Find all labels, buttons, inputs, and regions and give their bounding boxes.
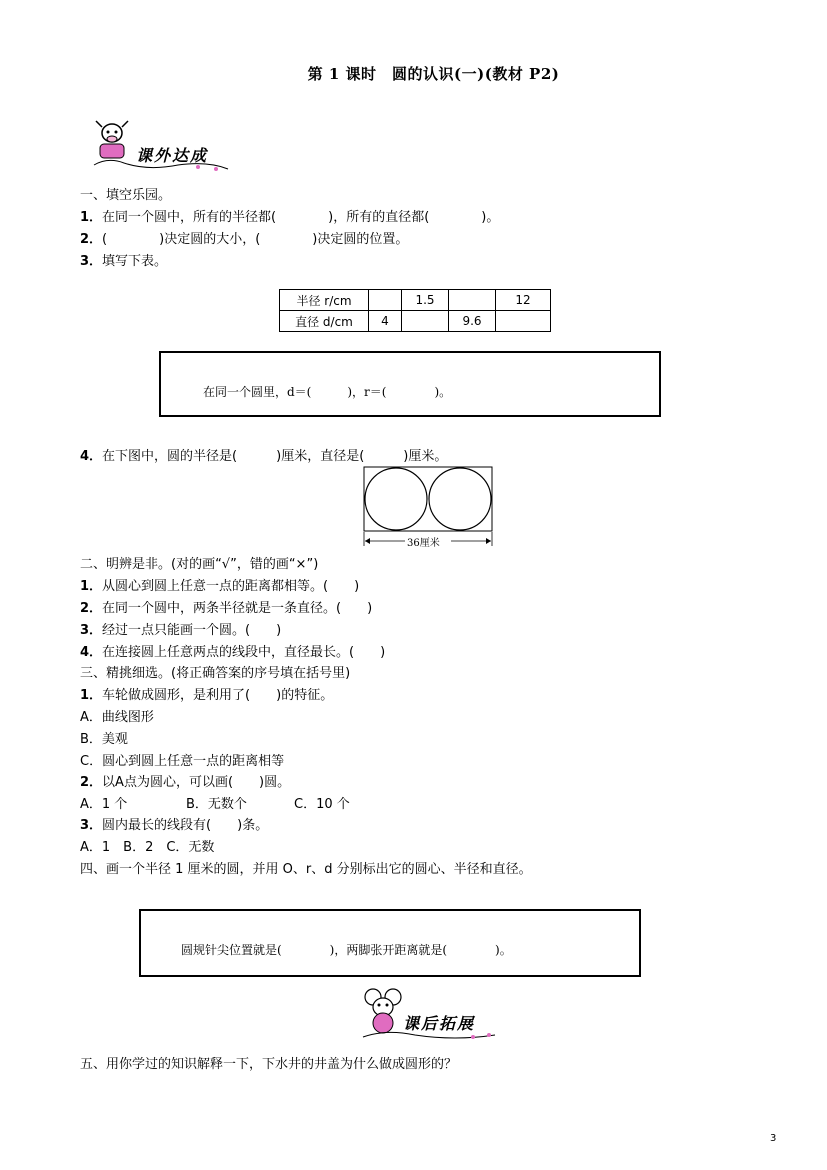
option: A．曲线图形	[80, 710, 154, 725]
question-1-1	[80, 206, 499, 225]
section-3-question-3	[80, 814, 268, 833]
question-number: 3．	[80, 818, 103, 833]
question-text: 圆内最长的线段有( )条。	[102, 818, 269, 833]
question-text: 在同一个圆中，所有的半径都( )，所有的直径都( )。	[102, 210, 500, 225]
hint-box-2	[139, 909, 641, 977]
question-text: 在连接圆上任意两点的线段中，直径最长。( )	[102, 645, 386, 660]
question-number: 2．	[80, 232, 103, 247]
question-number: 2．	[80, 601, 103, 616]
table-row-label: 半径 r/cm	[280, 290, 369, 311]
figure-dimension-label: 36厘米	[407, 538, 440, 549]
table-row	[280, 311, 551, 332]
table-row-label: 直径 d/cm	[280, 311, 369, 332]
section-2-item	[80, 575, 359, 594]
option: B．美观	[80, 732, 128, 747]
section-3-heading: 三、精挑细选。(将正确答案的序号填在括号里)	[80, 666, 351, 681]
section-3-question-1	[80, 684, 333, 703]
question-text: 填写下表。	[102, 254, 168, 269]
badge-section-extension	[355, 985, 505, 1045]
table-cell	[496, 311, 551, 332]
table-cell	[369, 290, 402, 311]
question-text: 经过一点只能画一个圆。( )	[102, 623, 282, 638]
badge-section-practice	[88, 117, 238, 179]
question-number: 1．	[80, 579, 103, 594]
section-2-item	[80, 619, 281, 638]
section-5-heading: 五、用你学过的知识解释一下，下水井的井盖为什么做成圆形的？	[80, 1057, 458, 1072]
section-3-question-2	[80, 771, 290, 790]
question-number: 4．	[80, 645, 103, 660]
question-1-4	[80, 445, 447, 464]
page-title: 第 1 课时 圆的认识(一)(教材 P2)	[307, 65, 560, 83]
table-cell: 9.6	[449, 311, 496, 332]
page-number: 3	[770, 1133, 777, 1144]
badge-2-label: 课后拓展	[403, 1014, 476, 1033]
badge-1-label: 课外达成	[136, 146, 209, 165]
question-text: 以A点为圆心，可以画( )圆。	[102, 775, 291, 790]
section-1-heading: 一、填空乐园。	[80, 188, 172, 203]
table-cell	[402, 311, 449, 332]
question-number: 3．	[80, 254, 103, 269]
question-number: 1．	[80, 210, 103, 225]
option: A．1 个	[80, 797, 128, 812]
question-text: 从圆心到圆上任意一点的距离都相等。( )	[102, 579, 360, 594]
question-1-2	[80, 228, 408, 247]
hint-box-1	[159, 351, 661, 417]
two-circles-figure	[361, 466, 497, 550]
option: C．10 个	[294, 797, 350, 812]
question-text: 在下图中，圆的半径是( )厘米，直径是( )厘米。	[102, 449, 448, 464]
section-2-item	[80, 597, 372, 616]
option: B．无数个	[186, 797, 247, 812]
question-number: 4．	[80, 449, 103, 464]
question-text: ( )决定圆的大小，( )决定圆的位置。	[102, 232, 409, 247]
question-text: 车轮做成圆形，是利用了( )的特征。	[102, 688, 334, 703]
table-row	[280, 290, 551, 311]
radius-diameter-table	[279, 289, 551, 332]
hint-box-2-text: 圆规针尖位置就是( )，两脚张开距离就是( )。	[181, 943, 512, 957]
question-1-3	[80, 250, 167, 269]
table-cell	[449, 290, 496, 311]
table-cell: 1.5	[402, 290, 449, 311]
section-4-heading: 四、画一个半径 1 厘米的圆，并用 O、r、d 分别标出它的圆心、半径和直径。	[80, 862, 532, 877]
question-text: 在同一个圆中，两条半径就是一条直径。( )	[102, 601, 373, 616]
section-2-heading: 二、明辨是非。(对的画“√”，错的画“×”)	[80, 557, 319, 572]
option-row: A．1 B．2 C．无数	[80, 840, 215, 855]
table-cell: 4	[369, 311, 402, 332]
hint-box-1-text: 在同一个圆里，d＝( )，r＝( )。	[203, 385, 452, 399]
section-2-item	[80, 641, 385, 660]
question-number: 2．	[80, 775, 103, 790]
question-number: 1．	[80, 688, 103, 703]
option: C．圆心到圆上任意一点的距离相等	[80, 754, 285, 769]
question-number: 3．	[80, 623, 103, 638]
table-cell: 12	[496, 290, 551, 311]
